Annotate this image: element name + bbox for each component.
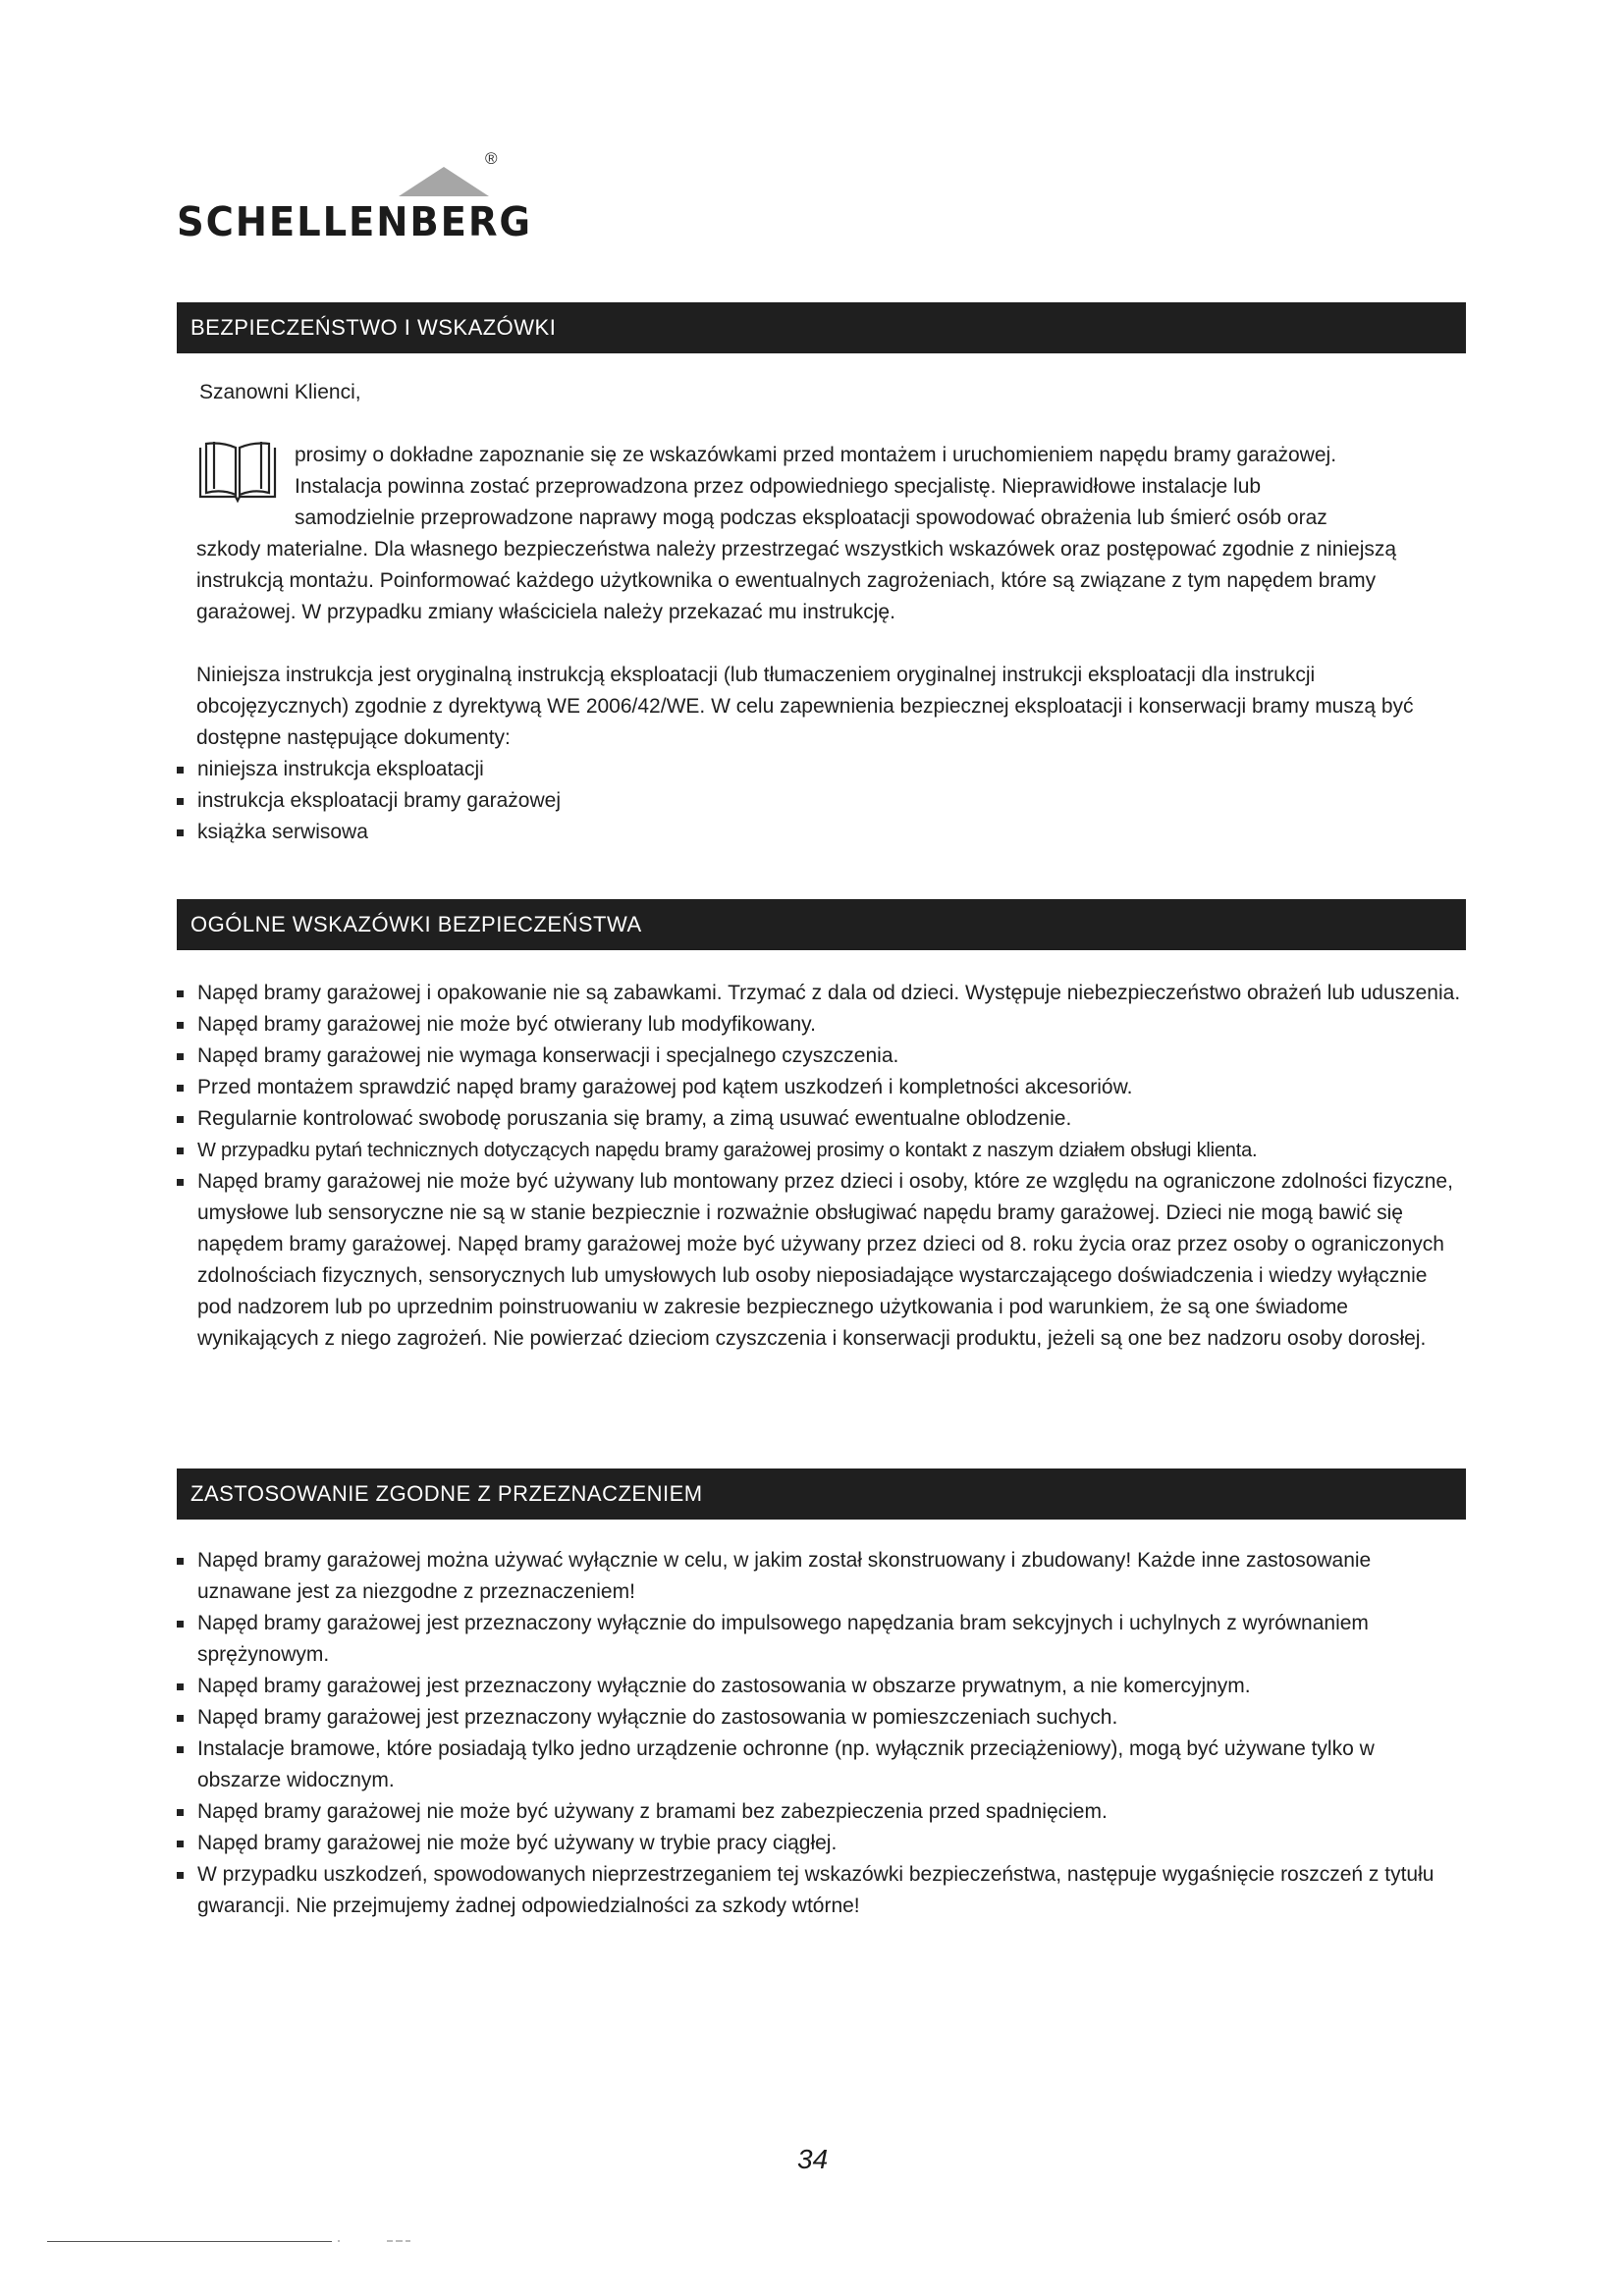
print-marks — [334, 2233, 432, 2245]
list-item: niniejsza instrukcja eksploatacji — [175, 754, 1451, 785]
list-item: Napęd bramy garażowej jest przeznaczony wyłącznie do impulsowego napędzania bram sekcyjnych i uchylnych z wyrównaniem sprężynowym. — [175, 1608, 1441, 1671]
list-item: Napęd bramy garażowej i opakowanie nie są zabawkami. Trzymać z dala od dzieci. Występuje niebezpieczeństwo obrażeń lub uduszenia. — [175, 978, 1467, 1009]
list-item: Przed montażem sprawdzić napęd bramy garażowej pod kątem uszkodzeń i kompletności akcesoriów. — [175, 1072, 1467, 1103]
list-item: Napęd bramy garażowej nie może być otwierany lub modyfikowany. — [175, 1009, 1467, 1041]
intro-line: Instalacja powinna zostać przeprowadzona przez odpowiedniego specjalistę. Nieprawidłowe instalacje lub — [295, 475, 1262, 498]
list-item: Napęd bramy garażowej nie wymaga konserwacji i specjalnego czyszczenia. — [175, 1041, 1467, 1072]
intro-line: samodzielnie przeprowadzone naprawy mogą podczas eksploatacji spowodować obrażenia lub śmierć osób oraz — [295, 507, 1327, 529]
intro-line: prosimy o dokładne zapoznanie się ze wskazówkami przed montażem i uruchomieniem napędu bramy garażowej. — [295, 444, 1337, 466]
list-item: W przypadku pytań technicznych dotyczących napędu bramy garażowej prosimy o kontakt z naszym działem obsługi klienta. — [175, 1135, 1467, 1166]
list-item: Regularnie kontrolować swobodę poruszania się bramy, a zimą usuwać ewentualne oblodzenie. — [175, 1103, 1467, 1135]
registered-mark: ® — [485, 149, 498, 168]
directive-paragraph: Niniejsza instrukcja jest oryginalną instrukcją eksploatacji (lub tłumaczeniem oryginalnej instrukcji eksploatacji dla instrukcji obcojęzycznych) zgodnie z dyrektywą WE 2006/42/WE. W celu zapewnienia bezpiecznej eksploatacji i konserwacji bramy muszą być dostępne następujące dokumenty: — [196, 664, 1414, 749]
list-item: Napęd bramy garażowej nie może być używany w trybie pracy ciągłej. — [175, 1828, 1441, 1859]
list-item: Napęd bramy garażowej można używać wyłącznie w celu, w jakim został skonstruowany i zbudowany! Każde inne zastosowanie uznawane jest za niezgodne z przeznaczeniem! — [175, 1545, 1441, 1608]
documents-list — [175, 754, 1451, 848]
list-item: książka serwisowa — [175, 817, 1451, 848]
schellenberg-logo — [177, 149, 532, 255]
list-item: instrukcja eksploatacji bramy garażowej — [175, 785, 1451, 817]
footer-rule — [47, 2241, 332, 2242]
list-item: W przypadku uszkodzeń, spowodowanych nieprzestrzeganiem tej wskazówki bezpieczeństwa, następuje wygaśnięcie roszczeń z tytułu gwarancji. Nie przejmujemy żadnej odpowiedzialności za szkody wtórne! — [175, 1859, 1441, 1922]
brand-name: SCHELLENBERG — [177, 198, 532, 245]
section-header-general-safety: OGÓLNE WSKAZÓWKI BEZPIECZEŃSTWA — [177, 899, 1466, 950]
list-item: Napęd bramy garażowej jest przeznaczony wyłącznie do zastosowania w pomieszczeniach suchych. — [175, 1702, 1441, 1734]
intro-paragraph — [196, 440, 1463, 628]
page-number: 34 — [797, 2144, 829, 2174]
list-item: Napęd bramy garażowej jest przeznaczony wyłącznie do zastosowania w obszarze prywatnym, a nie komercyjnym. — [175, 1671, 1441, 1702]
intended-use-list — [175, 1545, 1441, 1922]
section-header-intended-use: ZASTOSOWANIE ZGODNE Z PRZEZNACZENIEM — [177, 1468, 1466, 1520]
intro-rest: szkody materialne. Dla własnego bezpieczeństwa należy przestrzegać wszystkich wskazówek oraz postępować zgodnie z niniejszą instrukcją montażu. Poinformować każdego użytkownika o ewentualnych zagrożeniach, które są związane z tym napędem bramy garażowej. W przypadku zmiany właściciela należy przekazać mu instrukcję. — [196, 538, 1397, 623]
general-safety-list — [175, 978, 1467, 1355]
list-item: Napęd bramy garażowej nie może być używany z bramami bez zabezpieczenia przed spadnięciem. — [175, 1796, 1441, 1828]
section-header-safety: BEZPIECZEŃSTWO I WSKAZÓWKI — [177, 302, 1466, 353]
list-item: Instalacje bramowe, które posiadają tylko jedno urządzenie ochronne (np. wyłącznik przeciążeniowy), mogą być używane tylko w obszarze widocznym. — [175, 1734, 1441, 1796]
list-item: Napęd bramy garażowej nie może być używany lub montowany przez dzieci i osoby, które ze względu na ograniczone zdolności fizyczne, umysłowe lub sensoryczne nie są w stanie bezpiecznie i rozważnie obsługiwać napędu bramy garażowej. Dzieci nie mogą bawić się napędem bramy garażowej. Napęd bramy garażowej może być używany przez dzieci od 8. roku życia oraz przez osoby o ograniczonych zdolnościach fizycznych, sensorycznych lub umysłowych lub osoby nieposiadające wystarczającego doświadczenia i wiedzy wyłącznie pod nadzorem lub po uprzednim poinstruowaniu w zakresie bezpiecznego użytkowania i pod warunkiem, że są one świadome wynikających z niego zagrożeń. Nie powierzać dzieciom czyszczenia i konserwacji produktu, jeżeli są one bez nadzoru osoby dorosłej. — [175, 1166, 1467, 1355]
greeting: Szanowni Klienci, — [199, 381, 361, 403]
